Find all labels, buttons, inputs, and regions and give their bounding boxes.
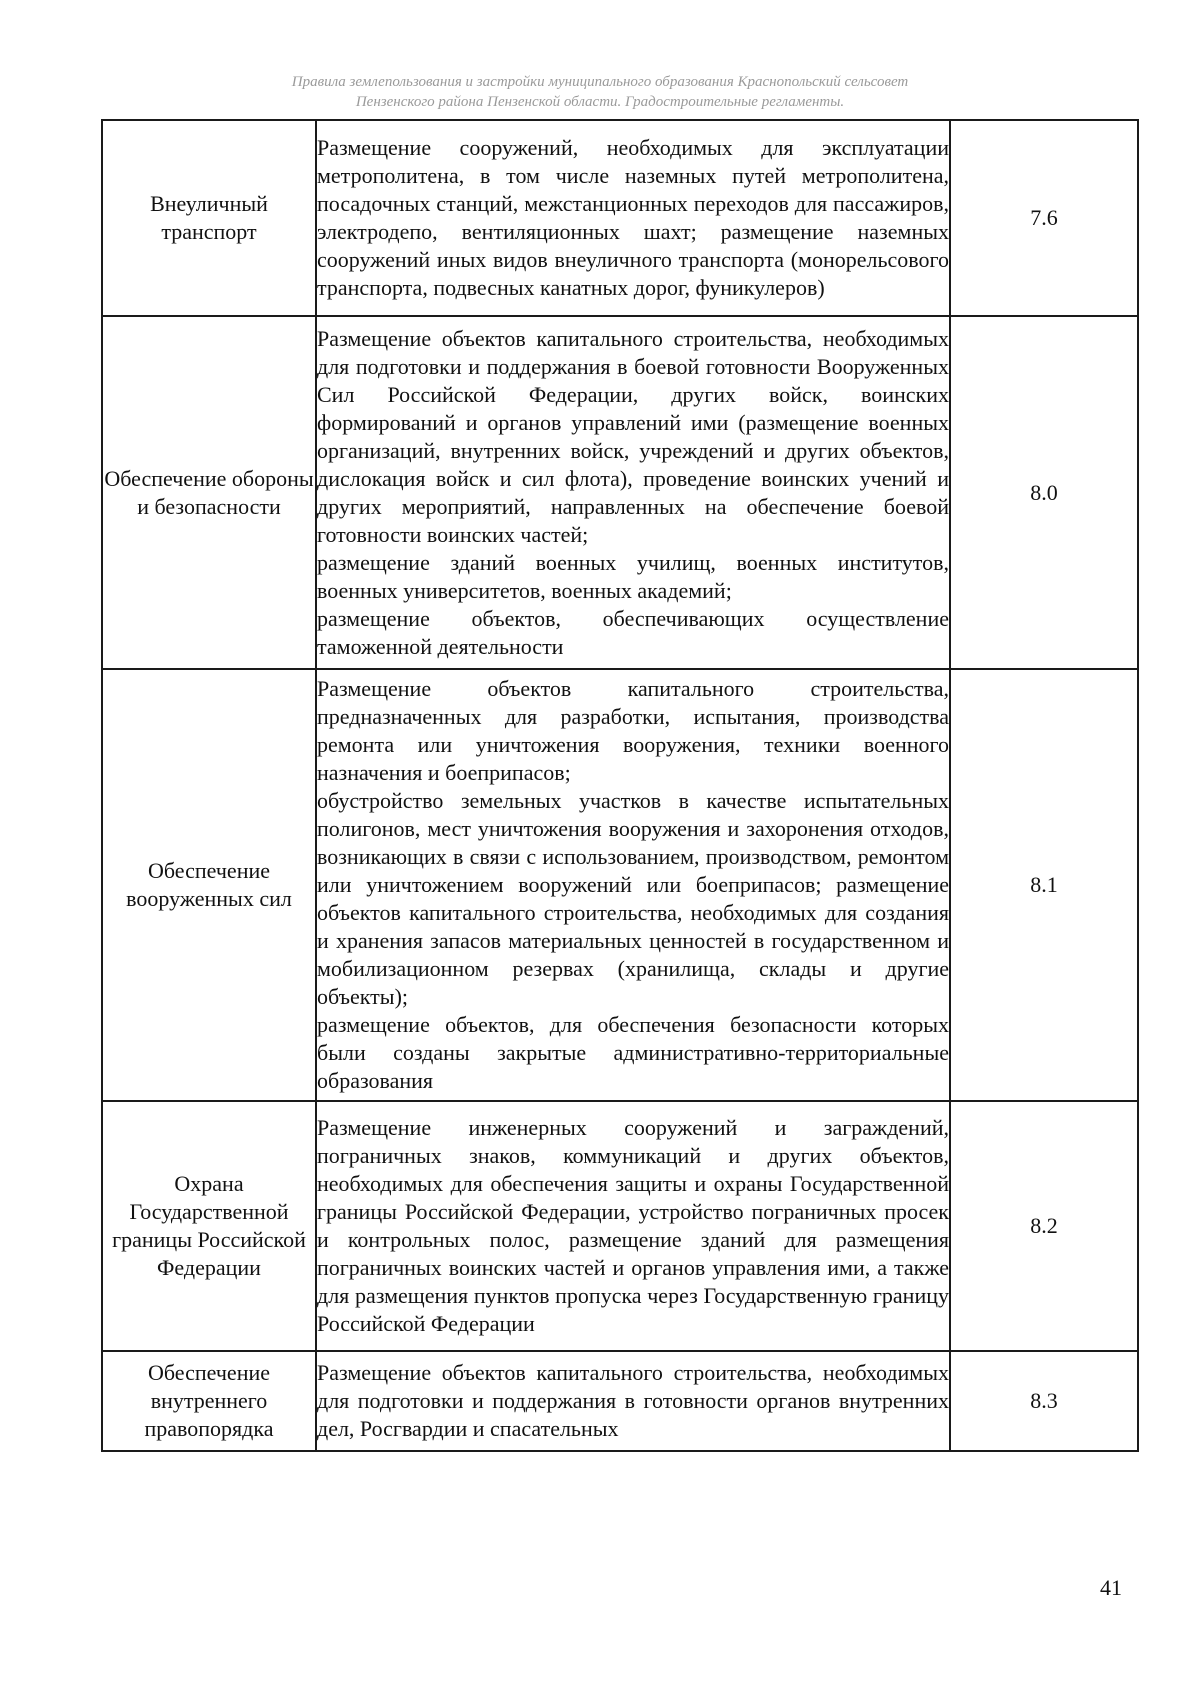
land-use-description [316,669,950,1101]
land-use-name: Обеспечение внутреннего правопорядка [102,1351,316,1451]
land-use-description [316,1101,950,1351]
table-row [102,316,1138,669]
description-paragraph: Размещение инженерных сооружений и заграждений, пограничных знаков, коммуникаций и других объектов, необходимых для обеспечения защиты и охраны Государственной границы Российской Федерации, устройство пограничных просек и контрольных полос, размещение зданий для размещения пограничных воинских частей и органов управления ими, а также для размещения пунктов пропуска через Государственную границу Российской Федерации [317,1115,949,1336]
description-paragraph: Размещение объектов капитального строительства, необходимых для подготовки и поддержания в готовности органов внутренних дел, Росгвардии и спасательных [317,1360,949,1441]
land-use-description [316,120,950,316]
land-use-code: 8.3 [950,1351,1138,1451]
description-paragraph: размещение объектов, для обеспечения безопасности которых были созданы закрытые административно-территориальные образования [317,1012,949,1093]
land-use-code: 8.2 [950,1101,1138,1351]
land-use-name: Обеспечение обороны и безопасности [102,316,316,669]
regulations-table [101,119,1139,1452]
page-number: 41 [1100,1575,1122,1600]
header-line-1: Правила землепользования и застройки муниципального образования Краснопольский сельсовет [291,74,909,90]
land-use-description [316,316,950,669]
land-use-code: 8.0 [950,316,1138,669]
land-use-name: Охрана Государственной границы Российской Федерации [102,1101,316,1351]
table-row [102,1351,1138,1451]
description-paragraph: Размещение объектов капитального строительства, необходимых для подготовки и поддержания в боевой готовности Вооруженных Сил Российской Федерации, других войск, воинских формирований и органов управлений ими (размещение военных организаций, внутренних войск, учреждений и других объектов, дислокация войск и сил флота), проведение воинских учений и других мероприятий, направленных на обеспечение боевой готовности воинских частей; [317,325,949,547]
table-row [102,120,1138,316]
land-use-code: 7.6 [950,120,1138,316]
land-use-name: Внеуличный транспорт [102,120,316,316]
table-row [102,1101,1138,1351]
description-paragraph: размещение объектов, обеспечивающих осуществление таможенной деятельности [317,605,949,659]
land-use-code: 8.1 [950,669,1138,1101]
header-line-2: Пензенского района Пензенской области. Градостроительные регламенты. [355,94,845,110]
running-header [100,72,1100,112]
land-use-description [316,1351,950,1451]
description-paragraph: Размещение сооружений, необходимых для эксплуатации метрополитена, в том числе наземных путей метрополитена, посадочных станций, межстанционных переходов для пассажиров, электродепо, вентиляционных шахт; размещение наземных сооружений иных видов внеуличного транспорта (монорельсового транспорта, подвесных канатных дорог, фуникулеров) [317,135,949,300]
land-use-name: Обеспечение вооруженных сил [102,669,316,1101]
description-paragraph: Размещение объектов капитального строительства, предназначенных для разработки, испытания, производства ремонта или уничтожения вооружения, техники военного назначения и боеприпасов; [317,676,949,785]
table-row [102,669,1138,1101]
description-paragraph: обустройство земельных участков в качестве испытательных полигонов, мест уничтожения вооружения и захоронения отходов, возникающих в связи с использованием, производством, ремонтом или уничтожением вооружений или боеприпасов; размещение объектов капитального строительства, необходимых для создания и хранения запасов материальных ценностей в государственном и мобилизационном резервах (хранилища, склады и другие объекты); [317,788,949,1009]
description-paragraph: размещение зданий военных училищ, военных институтов, военных университетов, военных академий; [317,549,949,603]
